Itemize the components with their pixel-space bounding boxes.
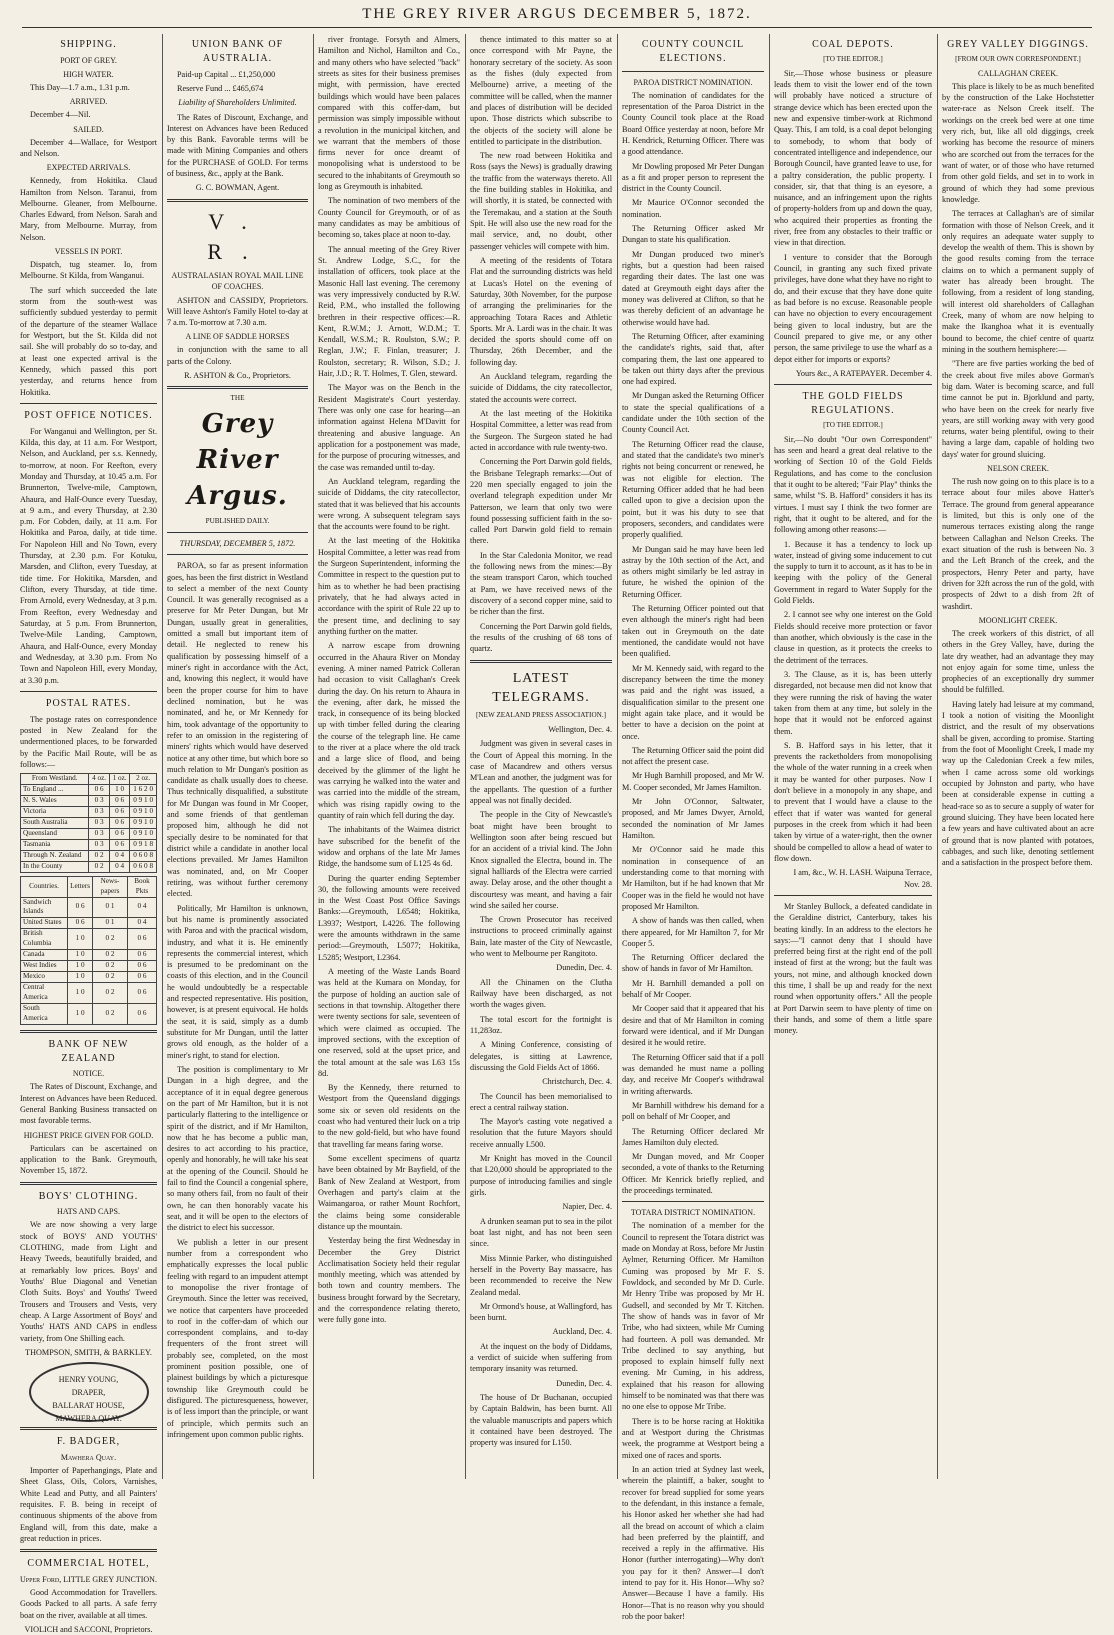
hats-heading: HATS AND CAPS.: [57, 1207, 120, 1217]
telegrams-heading: LATEST TELEGRAMS.: [492, 670, 590, 705]
table-header: Letters: [68, 876, 93, 897]
report-paragraph: Mr O'Connor said he made this nomination in consequence of an understanding come to that morning with Mr Hamilton, but if he had known that Mr Cooper was in the field he would not have proposed Mr Hamilton.: [622, 845, 764, 911]
table-cell: 0 9 1 8: [130, 839, 157, 850]
telegram-item: The house of Dr Buchanan, occupied by Captain Baldwin, has been burnt. All the valuable manuscripts and papers which it contained have been destroyed. The property was insured for L150.: [470, 1393, 612, 1448]
divider: [167, 532, 308, 533]
table-cell: 1 0: [68, 950, 93, 961]
masthead-rule: [22, 27, 1092, 28]
table-cell: 1 0: [109, 785, 129, 796]
telegram-dateline: Dunedin, Dec. 4.: [556, 1378, 612, 1388]
column-6: [774, 34, 932, 1479]
divider: [20, 1549, 157, 1552]
report-paragraph: The Returning Officer declared the show of hands in favor of Mr Hamilton.: [622, 953, 764, 974]
table-header: Book Pkts: [127, 876, 156, 897]
gold-fields-heading: THE GOLD FIELDS REGULATIONS.: [802, 391, 904, 416]
table-cell: N. S. Wales: [21, 796, 89, 807]
table-row: [21, 983, 157, 1004]
table-cell: 0 3: [89, 807, 109, 818]
news-paragraph: Concerning the Port Darwin gold fields, the Brisbane Telegraph remarks:—Out of 220 men specially engaged to join the overland telegraph expedition under Mr Patterson, we learn that only two were found possessing sufficient faith in the so-called Port Darwin gold field to remain there.: [470, 457, 612, 546]
postal-rates-text: The postage rates on correspondence posted in New Zealand for the undermentioned places, to be forwarded by the Pacific Mail Route, will be as follows:—: [20, 714, 157, 769]
report-paragraph: The Returning Officer asked Mr Dungan to state his qualification.: [622, 224, 764, 245]
coal-depots-heading: COAL DEPOTS.: [812, 39, 894, 50]
table-cell: 0 6: [68, 897, 93, 918]
table-cell: 0 6: [127, 983, 156, 1004]
news-paragraph: Mr Stanley Bullock, a defeated candidate in the Geraldine district, Canterbury, takes his beating kindly. In an address to the electors he says:—"I cannot deny that I should have preferred being first at the right end of the poll instead of first at the wrong; but the fault was yours, not mine, and although knocked down this time, I shall be up and ready for the next round when opportunity offers." All the people at Port Darwin seem to have plenty of time on their hands, and some of them a little spare money.: [774, 901, 932, 1036]
letter-paragraph: Sir,—Those whose business or pleasure leads them to visit the lower end of the town will probably have noticed a structure of strange device which has been erected upon the new and expensive timber-work at Richmond Quay. This, I am told, is a coal depot belonging to somebody, to whom that body of concentrated intelligence and independence, our Borough Council, have granted leave to use, for a paltry consideration, the public property. I consider, sir, that that thing is an eyesore, a nuisance, and an infringement upon the rights of property-holders from up and down the quay, who acquired their properties as fronting the river, free from any obstacles to their traffic or view in that direction.: [774, 68, 932, 248]
table-cell: 0 3: [89, 817, 109, 828]
report-paragraph: This place is likely to be as much benefited by the construction of the Lake Hochstetter water-race as Nelson Creek itself. The workings on the creek bed were at one time very rich, but, like all old diggings, creek working has become the resource of miners who are scorched out from the terraces for the want of water, or of those who have returned from other gold fields, and set in to work in ground of which they had some previous knowledge.: [942, 81, 1094, 204]
table-cell: 0 1: [93, 897, 128, 918]
news-paragraph: The nomination of two members of the County Council for Greymouth, or of as many candidates as may be ambitious of becoming so, takes place at noon to-day.: [318, 196, 460, 240]
table-row: [21, 807, 157, 818]
table-cell: 0 2: [93, 950, 128, 961]
news-paragraph: By the Kennedy, there returned to Westport from the Queensland diggings some six or seven old residents on the coast who had ventured their luck on a trip to the new gold-field, but who have found that travelling far means faring worse.: [318, 1083, 460, 1149]
table-cell: 1 0: [68, 972, 93, 983]
editorial-paragraph: We publish a letter in our present number from a correspondent who emphatically expresses the local public feeling with regard to an impudent attempt to monopolise the river frontage of Greymouth. Since the letter was received, we notice that carpenters have proceeded to roof in the coffer-dam of which our correspondent complains, and to-day frequenters of the front street will probably see, completed, on the most prominent position possible, one of plainest buildings by which a picturesque township like Greymouth could be disfigured. The picturesqueness, however, is of less import than the principle, or want of principle, which permits such an infringement upon common public rights.: [167, 1237, 308, 1439]
coal-sub: [TO THE EDITOR.]: [823, 54, 883, 63]
news-paragraph: A meeting of the residents of Totara Flat and the surrounding districts was held at Lucas's Hotel on the evening of Saturday, 30th November, for the purpose of arranging the preliminaries for the approaching Totara Races and Athletic Sports. Mr A. Lardi was in the chair. It was decided the sports should come off on Thursday, 26th December, and the following day.: [470, 255, 612, 367]
divider: [167, 199, 308, 202]
news-paragraph: The new road between Hokitika and Ross (says the News) is gradually drawing the traffic from the waterways thereto. All the fine building stables in Hokitika, and will shortly, it is stated, be connected with the Teremakau, and a station at the South Spit. He will also use the new road for the mail service, and, no doubt, other passenger vehicles will compete with him.: [470, 151, 612, 251]
table-cell: 0 2: [93, 929, 128, 950]
table-cell: 0 2: [93, 983, 128, 1004]
letter-paragraph: 3. The Clause, as it is, has been utterly disregarded, not because men did not know that they were running the risk of having the water taken from them at any time, but solely in the hope that it would not be enforced against them.: [774, 669, 932, 736]
letter-paragraph: I venture to consider that the Borough Council, in granting any such fixed private privileges, have done what they have no right to do, and their excuse that they have done quite as bad before is no excuse. Reasonable people can have no objection to every encouragement being given to local industry, but are the Council prepared to give me, or any other person, the same privilege to use the wharf as a depot either for imports or exports?: [774, 252, 932, 364]
sailed-heading: SAILED.: [73, 124, 104, 134]
column-rule: [313, 34, 314, 1479]
table-cell: South America: [21, 1003, 68, 1024]
table-header: News-papers: [93, 876, 128, 897]
news-paragraph: At the last meeting of the Hokitika Hospital Committee, a letter was read from the Surgeon. The Surgeon stated he had acted in accordance with rule twenty-two.: [470, 409, 612, 452]
royal-cipher: V. R.: [207, 208, 268, 265]
table-cell: 0 1: [93, 918, 128, 929]
news-paragraph: In the Star Caledonia Monitor, we read the following news from the mines:—By the steam transport Caron, which touched at Pam, we have received news of the discovery of a second copper mine, said to be richer than the first.: [470, 550, 612, 617]
telegram-dateline: Napier, Dec. 4.: [562, 1202, 612, 1212]
table-cell: 1 0: [68, 1003, 93, 1024]
badger-heading: F. BADGER,: [56, 1436, 121, 1448]
report-paragraph: The Returning Officer pointed out that even although the miner's right had been taken out in Greymouth on the date mentioned, the candidate would not have been qualified.: [622, 604, 764, 659]
report-paragraph: Mr Dowling proposed Mr Peter Dungan as a fit and proper person to represent the district in the County Council.: [622, 161, 764, 194]
table-cell: Sandwich Islands: [21, 897, 68, 918]
table-row: [21, 828, 157, 839]
highwater-heading: HIGH WATER.: [63, 69, 114, 79]
table-row: [21, 796, 157, 807]
totara-heading: TOTARA DISTRICT NOMINATION.: [630, 1208, 756, 1218]
callaghan-heading: CALLAGHAN CREEK.: [978, 68, 1058, 78]
table-row: [21, 929, 157, 950]
table-row: [21, 950, 157, 961]
table-cell: 0 4: [109, 861, 129, 872]
table-row: [21, 817, 157, 828]
shipping-heading: SHIPPING.: [60, 39, 117, 50]
table-cell: South Australia: [21, 817, 89, 828]
stamp-line: MAWHERA QUAY.: [55, 1414, 122, 1424]
divider: [167, 554, 308, 555]
bnz-notice: NOTICE.: [72, 1069, 105, 1079]
report-paragraph: Mr Barnhill withdrew his demand for a poll on behalf of Mr Cooper, and: [622, 1100, 764, 1122]
union-agent: G. C. BOWMAN, Agent.: [195, 183, 280, 193]
report-paragraph: Mr M. Kennedy said, with regard to the discrepancy between the time the money was paid and the right was issued, a disqualification similar to the present one might again take place, and it would be better to have a decision on the point at once.: [622, 663, 764, 741]
column-3: [318, 34, 460, 1479]
telegram-item: Mr Ormond's house, at Wallingford, has been burnt.: [470, 1301, 612, 1323]
table-cell: 0 9 1 0: [130, 828, 157, 839]
bnz-heading: BANK OF NEW ZEALAND: [48, 1038, 129, 1064]
postal-rates-table: [20, 773, 157, 872]
telegram-item: The Mayor's casting vote negatived a resolution that the future Mayors should receive annually L500.: [470, 1117, 612, 1149]
report-paragraph: The Returning Officer read the clause, and stated that the candidate's two miner's rights not being concurrent or renewed, he was not eligible for election. The Returning Officer added that he had been called upon to give a decision upon the point, but it was his duty to see that proposers, seconders, and candidates were properly qualified.: [622, 439, 764, 540]
table-cell: 0 2: [93, 1003, 128, 1024]
table-cell: 0 6: [109, 796, 129, 807]
column-1: [20, 34, 157, 1634]
report-paragraph: In an action tried at Sydney last week, wherein the plaintiff, a baker, sought to recover for bread supplied for some years to the defendant, in this instance a female, his Honor asked her whether she had had all the bread on account of which a claim had been preferred by the plaintiff, and received a reply in the affirmative. His Honor (further interrogating)—Why don't you pay for it then? Answer—I don't intend to pay for it. His Honor—Why so? Answer—Because I have a family. His Honor—That is no reason why you should rob the poor baker!: [622, 1464, 764, 1622]
table-cell: 0 2: [89, 861, 109, 872]
table-cell: 0 6 0 8: [130, 861, 157, 872]
table-cell: Mexico: [21, 972, 68, 983]
column-rule: [617, 34, 618, 1479]
table-cell: 0 3: [89, 796, 109, 807]
table-cell: 0 6 0 8: [130, 850, 157, 861]
divider: [20, 1427, 157, 1430]
table-cell: 0 6: [127, 972, 156, 983]
editorial-paragraph: Politically, Mr Hamilton is unknown, but his name is prominently associated with Paroa and with the practical wisdom, industry, and what it is. He eminently represents the commercial interest, which is presumed to be predominant on the coasts of this election, and in the Council he would undoubtedly be a respectable and respected representative. His position, however, is at present equivocal. He holds the seat, it is said, simply as a dumb substitute for Mr Dungan, until the latter grows old enough, as the holder of a miner's right, to stand for election.: [167, 903, 308, 1060]
hotel-owner: VIOLICH and SACCONI, Proprietors.: [24, 1624, 153, 1634]
news-paragraph: The inhabitants of the Waimea district have subscribed for the benefit of the widow and orphans of the late Mr James Ridge, the handsome sum of L125 4s 6d.: [318, 825, 460, 869]
telegram-item: Judgment was given in several cases in the Court of Appeal this morning. In the case of Macandrew and others versus M'Lean and another, the judgment was for the appellants. The question of a further appeal was not finally decided.: [470, 739, 612, 805]
table-cell: 0 3: [89, 839, 109, 850]
table-row: [21, 961, 157, 972]
postal-rates-heading: POSTAL RATES.: [45, 697, 132, 709]
divider: [20, 1182, 157, 1185]
published-daily: PUBLISHED DAILY.: [205, 516, 270, 525]
news-paragraph: A meeting of the Waste Lands Board was held at the Kumara on Monday, for the purpose of holding an auction sale of sections in that township. Altogether there were twenty sections for sale, seventeen of which were claimed as occupied. The improved sections, with the exception of one reserved, sold at the upset price, and the total amount at the sale was L63 15s 8d.: [318, 967, 460, 1078]
union-reserve: Reserve Fund ... £465,674: [177, 83, 264, 93]
report-paragraph: The Returning Officer said that if a poll was demanded he must name a polling day, and receive Mr Cooper's withdrawal in writing afterwards.: [622, 1052, 764, 1096]
table-cell: 0 6: [109, 817, 129, 828]
stamp-line: HENRY YOUNG,: [58, 1375, 119, 1385]
divider: [622, 1201, 764, 1202]
editorial-paragraph: PAROA, so far as present information goes, has been the first district in Westland to select a member of the next County Council. It was generally recognised as a preserve for Mr Peter Dungan, but Mr Dungan, usually great in generalities, omitted a small but important item of detail. He neglected to renew his qualification by possessing himself of a miner's right in accordance with the Act, and, knowing this neglect, it would have been the proper course for him to have declined nomination, but he was nominated, and he, or Mr Kennedy for him, took advantage of the opportunity to refer to an omission in the registering of miners' rights which would have deserved notice at any other time, but which bore so much relation to Mr Dungan's position as candidate as chalk usually does to cheese. Thus technically disqualified, a substitute for Mr Dungan was found in Mr Cooper, and some friends of that gentleman proposed him, although he did not specially desire to be nominated for that district while a candidate in another local elections prevailed. Mr James Hamilton was nominated, and, on Mr Cooper retiring, was without further ceremony elected.: [167, 561, 308, 899]
hotel-text: Good Accommodation for Travellers. Goods Packed to all parts. A safe ferry boat on the river, available at all times.: [20, 1588, 157, 1620]
news-paragraph: Concerning the Port Darwin gold fields, the results of the crushing of 68 tons of quartz.: [470, 621, 612, 654]
expected-text: Kennedy, from Hokitika. Claud Hamilton from Nelson. Taranui, from Melbourne. Gleaner, from Melbourne. Charles Edward, from Nelson. Sarah and Mary, from Melbourne. Murray, from Nelson.: [20, 176, 157, 242]
telegram-dateline: Wellington, Dec. 4.: [548, 725, 612, 735]
report-paragraph: Having lately had leisure at my command, I took a notion of visiting the Moonlight district, and the result of my observations shall be given, according to promise. Starting from the foot of Moonlight Creek, I made my way up the Caledonian Creek a few miles, when I came across some old workings occupied by Johnston and party, who have been at considerable expense in cutting a head-race so as to secure a supply of water for ground sluicing. They have been located here a few years and have cultivated about an acre of ground that is now planted with potatoes, cabbages, and such like, denoting settlement and a satisfaction in the prospect before them.: [942, 699, 1094, 868]
gold-heading: HIGHEST PRICE GIVEN FOR GOLD.: [23, 1130, 154, 1140]
table-cell: 0 6: [109, 807, 129, 818]
table-cell: 1 0: [68, 929, 93, 950]
table-cell: 0 3: [89, 828, 109, 839]
telegrams-sub: [NEW ZEALAND PRESS ASSOCIATION.]: [475, 711, 607, 720]
badger-sub: Mawhera Quay.: [60, 1452, 117, 1462]
saddle-text: in conjunction with the same to all parts of the Colony.: [167, 345, 308, 366]
gold-fields-sub: [TO THE EDITOR.]: [823, 420, 883, 429]
report-paragraph: The Returning Officer, after examining the candidate's rights, said that, after comparing them, the last one appeared to be taken out thirty days after the previous one had expired.: [622, 331, 764, 387]
telegram-dateline: Auckland, Dec. 4.: [552, 1327, 612, 1337]
table-cell: 1 0: [68, 961, 93, 972]
divider: [622, 71, 764, 72]
report-paragraph: Mr Cooper said that it appeared that his desire and that of Mr Hamilton in coming forward were identical, and if Mr Dungan desired it he would retire.: [622, 1004, 764, 1048]
table-cell: 0 6: [127, 929, 156, 950]
divider: [20, 691, 157, 692]
table-cell: 0 4: [127, 918, 156, 929]
table-cell: 0 9 1 0: [130, 817, 157, 828]
divider: [774, 895, 932, 896]
telegram-item: Miss Minnie Parker, who distinguished herself in the Poverty Bay massacre, has been recommended to receive the New Zealand medal.: [470, 1253, 612, 1297]
table-cell: In the County: [21, 861, 89, 872]
column-5: [622, 34, 764, 1622]
divider: [470, 660, 612, 663]
editorial-paragraph: The position is complimentary to Mr Dungan in a high degree, and the acceptance of it in equal degree generous on the part of Mr Hamilton, but it is not particularly flattering to the intelligence or spirit of the district, and if Mr Hamilton, now that he has become a public man, desires to act according to his practice, openly and honorably, he will take his seat at the opening of the Council. Should he fail to find the Council a congenial sphere, so many others fail, from no fault of their own, he can then honorably vacate his seat, and it will be open to the electors of the district to elect his successor.: [167, 1064, 308, 1233]
table-row: [21, 897, 157, 918]
news-paragraph: thence intimated to this matter so at once correspond with Mr Payne, the honorary secretary of the society. As soon as the fishes (duly expected from Melbourne) arrive, a meeting of the committee will be called, when the manner and places of distribution will be decided upon. Those districts which subscribe to the objects of the society will alone be entitled to participate in the distribution.: [470, 35, 612, 146]
masthead: [0, 6, 1114, 23]
report-paragraph: The nomination of a member for the Council to represent the Totara district was made on Monday at Ross, before Mr Justin Aylmer, Returning Officer. Mr Hamilton Cuming was proposed by Mr F. S. Fowldock, and seconded by Mr D. Curle. Mr Henry Tribe was proposed by Mr H. Gudsell, and seconded by Mr T. Kitchen. The show of hands was in favor of Mr Tribe, who had sixteen, while Mr Cuming had fourteen. A poll was demanded. Mr Tribe declined to say anything, but proposed to explain himself fully next evening. Mr Cuming, in his address, explained that his reason for allowing himself to be nominated was that there was no one else to oppose Mr Tribe.: [622, 1221, 764, 1412]
table-cell: United States: [21, 918, 68, 929]
table-row: [21, 785, 157, 796]
table-header: Countries.: [21, 876, 68, 897]
table-cell: 1 0: [68, 983, 93, 1004]
table-cell: Central America: [21, 983, 68, 1004]
stamp-line: DRAPER,: [71, 1388, 106, 1398]
paroa-heading: PAROA DISTRICT NOMINATION.: [633, 77, 753, 87]
moonlight-heading: MOONLIGHT CREEK.: [978, 615, 1058, 625]
post-office-text: For Wanganui and Wellington, per St. Kilda, this day, at 11 a.m. For Westport, Nelson, and Auckland, per s.s. Kennedy, to-morrow, at noon. For Reefton, every Monday and Thursday, at 10.45 a.m. For Brunnerton, Twelve-mile, Camptown, Ahaura, and Half-Ounce every Tuesday, at 9 a.m., and every Thursday, at 2.30 p.m. For Cobden, daily, at 11 a.m. For Hokitika and Paroa, daily, at tide time. For Napoleon Hill and No Town, every Thursday, at 2.30 p.m. For Kotuku, Marsden, and Clifton, every Tuesday, at tide time. For Hokitika, Marsden, and Clifton, every Thursday, at tide time. From Arnold, every Wednesday, at 3 p.m. From Reefton, every Wednesday and Saturday, at 5 p.m. From Brunnerton, Twelve-Mile Landing, Camptown, Ahaura, and Half-Ounce, every Monday and Wednesday, at 3.30 p.m. From No Town and Napoleon Hill, every Monday, at 3.30 p.m.: [20, 426, 157, 685]
table-cell: Through N. Zealand: [21, 850, 89, 861]
telegram-item: A Mining Conference, consisting of delegates, is sitting at Lawrence, discussing the Gold Fields Act of 1866.: [470, 1040, 612, 1072]
table-cell: 0 6: [109, 839, 129, 850]
report-paragraph: Mr Dungan produced two miner's rights, but a question had been raised regarding their dates. The last one was dated at Greymouth eight days after the money was delivered at Clifton, so that he was thereby deficient of an advantage he otherwise would have had.: [622, 249, 764, 327]
badger-text: Importer of Paperhangings, Plate and Sheet Glass, Oils, Colors, Varnishes, White Lead and Putty, and all Painters' requisites. F. B. being in receipt of continuous shipments of the above from England will, from this date, make a great reduction in prices.: [20, 1466, 157, 1543]
table-cell: 0 2: [93, 961, 128, 972]
table-cell: 0 6: [89, 785, 109, 796]
divider: [167, 386, 308, 389]
letter-signature: I am, &c., W. H. LASH. Waipuna Terrace, Nov. 28.: [793, 868, 932, 889]
sailed-text: December 4—Wallace, for Westport and Nelson.: [20, 137, 157, 158]
grey-valley-sub: [FROM OUR OWN CORRESPONDENT.]: [955, 54, 1081, 63]
report-paragraph: Mr Hugh Barnhill proposed, and Mr W. M. Cooper seconded, Mr James Hamilton.: [622, 771, 764, 792]
grey-valley-heading: GREY VALLEY DIGGINGS.: [947, 39, 1089, 50]
title-the: THE: [230, 394, 245, 403]
table-row: [21, 850, 157, 861]
tide-text: This Day—1.7 a.m., 1.31 p.m.: [30, 82, 130, 92]
report-paragraph: The Returning Officer declared Mr James Hamilton duly elected.: [622, 1126, 764, 1147]
stamp-line: BALLARAT HOUSE,: [52, 1401, 125, 1411]
mail-coach-heading: AUSTRALASIAN ROYAL MAIL LINE OF COACHES.: [171, 271, 304, 292]
telegram-item: A drunken seaman put to sea in the pilot boat last night, and has not been seen since.: [470, 1216, 612, 1249]
table-cell: 0 2: [93, 972, 128, 983]
union-bank-heading: UNION BANK OF AUSTRALIA.: [191, 39, 284, 64]
column-2: [167, 34, 308, 1479]
nelson-creek-heading: NELSON CREEK.: [987, 464, 1049, 474]
draper-stamp: [29, 1362, 149, 1422]
table-cell: 0 6: [127, 950, 156, 961]
table-cell: British Columbia: [21, 929, 68, 950]
letter-signature: Yours &c., A RATEPAYER. December 4.: [795, 368, 932, 378]
vessels-text: Dispatch, tug steamer. Io, from Melbourne. St Kilda, from Wanganui.: [20, 260, 157, 281]
telegram-item: Mr Knight has moved in the Council that L20,000 should be appropriated to the purpose of introducing families and single girls.: [470, 1154, 612, 1197]
telegram-item: At the inquest on the body of Diddams, a verdict of suicide when suffering from temporary insanity was returned.: [470, 1341, 612, 1374]
port-heading: PORT OF GREY.: [60, 55, 117, 65]
table-cell: Victoria: [21, 807, 89, 818]
gold-text: Particulars can be ascertained on application to the Bank. Greymouth, November 15, 1872.: [20, 1143, 157, 1176]
divider: [774, 384, 932, 385]
letter-paragraph: 1. Because it has a tendency to lock up water, instead of giving some inducement to cut the supply to turn it to account, as it has to be in keeping with the policy of the General Government in regard to Water Supply for the Gold Fields.: [774, 539, 932, 606]
table-cell: 0 6: [127, 961, 156, 972]
arrived-heading: ARRIVED.: [69, 97, 108, 107]
bnz-text: The Rates of Discount, Exchange, and Interest on Advances have been Reduced. General Banking Business transacted on most favorable terms.: [20, 1082, 157, 1126]
table-cell: To England ...: [21, 785, 89, 796]
boys-clothing-heading: BOYS' CLOTHING.: [38, 1190, 139, 1202]
post-office-heading: POST OFFICE NOTICES.: [24, 409, 153, 421]
foreign-rates-table: [20, 876, 157, 1025]
boys-clothing-text: We are now showing a very large stock of BOYS' AND YOUTHS' CLOTHING, made from Light and Heavy Tweeds, beautifully braided, and at remarkably low prices. Boys' and Youths' Blue Diagonal and Venetian Cloth Suits. Boys' and Youths' Tweed Trousers and Trousers and Vests, very cheap. A Large Assortment of Boys' and Youths' HATS AND CAPS in endless variety, from One Shilling each.: [20, 1220, 157, 1343]
union-liability: Liability of Shareholders Unlimited.: [178, 98, 297, 108]
table-cell: 0 9 1 0: [130, 807, 157, 818]
issue-date: THURSDAY, DECEMBER 5, 1872.: [179, 538, 296, 548]
table-cell: Queensland: [21, 828, 89, 839]
news-paragraph: An Auckland telegram, regarding the suicide of Diddams, the city ratecollector, stated the accounts were correct.: [470, 372, 612, 404]
telegram-item: The people in the City of Newcastle's boat might have been brought to Wellington soon after being rescued but for an accident of a trivial kind. The John Knox signalled the Electra, bound in. The signal halliards of the Electra were carried away. Delay arose, and the other thought a discourtesy was meant, and having a fair wind she sailed her course.: [470, 810, 612, 910]
table-cell: 0 6: [109, 828, 129, 839]
telegram-item: The Crown Prosecutor has received instructions to proceed criminally against Bain, late master of the City of Newcastle, who went to Melbourne per Rangitoto.: [470, 915, 612, 959]
surf-text: The surf which succeeded the late storm from the south-west was sufficiently subdued yesterday to permit of the departure of the steamer Wallace for Westport, but the St. Kilda did not sail. She will probably do so to-day, and at least one expected arrival is the Kennedy, which passed this port yesterday, and returns hence from Hokitika.: [20, 285, 157, 397]
table-header: 1 oz.: [109, 774, 129, 785]
telegram-item: The Council has been memorialised to erect a central railway station.: [470, 1091, 612, 1112]
report-paragraph: The creek workers of this district, of all others in the Grey Valley, have, during the late dry weather, had an advantage they may not enjoy again for some time, unless the prophecies of an exceptionally dry summer should be fulfilled.: [942, 628, 1094, 695]
report-paragraph: The nomination of candidates for the representation of the Paroa District in the County Council took place at the Road Board Office yesterday at noon, before Mr H. Kendrick, Returning Officer. There was a good attendance.: [622, 90, 764, 157]
table-header: From Westland.: [21, 774, 89, 785]
column-4: [470, 34, 612, 1479]
report-paragraph: Mr Maurice O'Connor seconded the nomination.: [622, 198, 764, 219]
boys-firm: THOMPSON, SMITH, & BARKLEY.: [25, 1347, 152, 1357]
report-paragraph: A show of hands was then called, when there appeared, for Mr Hamilton 7, for Mr Cooper 5.: [622, 916, 764, 948]
table-cell: 0 6: [127, 1003, 156, 1024]
table-row: [21, 972, 157, 983]
table-row: [21, 1003, 157, 1024]
report-paragraph: Mr John O'Connor, Saltwater, proposed, and Mr James Dwyer, Arnold, seconded the nomination of Mr James Hamilton.: [622, 797, 764, 840]
report-paragraph: Mr Dungan said he may have been led astray by the 10th section of the Act, and as others might similarly be led astray in future, he wished the opinion of the Returning Officer.: [622, 544, 764, 599]
telegram-dateline: Christchurch, Dec. 4.: [542, 1077, 612, 1087]
table-header: 2 oz.: [130, 774, 157, 785]
arrived-text: December 4—Nil.: [30, 110, 91, 120]
table-cell: 0 4: [109, 850, 129, 861]
report-paragraph: The terraces at Callaghan's are of similar formation with those of Nelson Creek, and it only requires an adequate water supply to develop the wealth of them. This is shown by the good results coming from the terrace claims on to which a permanent supply of water has already been brought. The following, from a resident of long standing, will interest old shareholders of Callaghan Creek, many of whom are now helping to make the Ikanghoa what it is eventually bound to become, the chief centre of quartz mining in the southern hemisphere:—: [942, 209, 1094, 354]
news-paragraph: Some excellent specimens of quartz have been obtained by Mr Bayfield, of the Bank of New Zealand at Westport, from Overhagen and party's claim at the Waimangaroa, or rather Mount Rochfort, the claims being some considerable distance up the mountain.: [318, 1154, 460, 1231]
table-cell: 1 6 2 0: [130, 785, 157, 796]
table-row: [21, 918, 157, 929]
telegram-dateline: Dunedin, Dec. 4.: [556, 963, 612, 973]
vessels-heading: VESSELS IN PORT.: [54, 247, 123, 257]
hotel-heading: COMMERCIAL HOTEL,: [27, 1558, 150, 1570]
report-paragraph: The Returning Officer said the point did not affect the present case.: [622, 745, 764, 767]
table-row: [21, 839, 157, 850]
news-paragraph: Yesterday being the first Wednesday in December the Grey District Acclimatisation Society held their regular monthly meeting, which was attended by both town and country members. The business brought forward by the Secretary, and the correspondence relating thereto, were fully gone into.: [318, 1236, 460, 1325]
table-row: [21, 861, 157, 872]
report-paragraph: There is to be horse racing at Hokitika and at Westport during the Christmas week, the programme at Westport being a mixed one of races and sports.: [622, 1416, 764, 1460]
report-paragraph: Mr Dungan moved, and Mr Cooper seconded, a vote of thanks to the Returning Officer. Mr Kenrick briefly replied, and the proceedings terminated.: [622, 1152, 764, 1196]
table-cell: 0 2: [89, 850, 109, 861]
table-cell: West Indies: [21, 961, 68, 972]
expected-heading: EXPECTED ARRIVALS.: [46, 163, 131, 173]
divider: [20, 403, 157, 404]
table-cell: Canada: [21, 950, 68, 961]
column-rule: [937, 34, 938, 1479]
news-paragraph: At the last meeting of the Hokitika Hospital Committee, a letter was read from the Surgeon Superintendent, informing the Committee in respect to the question put to him as to whether he had been practising privately, that he had always acted in accordance with the spirit of Rule 22 up to the present time, and declining to say anything further on the matter.: [318, 536, 460, 636]
column-7: [942, 34, 1094, 1479]
letter-paragraph: S. B. Hafford says in his letter, that it prevents the racketholders from monopolising the whole of the water running in a creek when it may be wanted for other purposes. Now I don't believe in a monopoly in any shape, and to prevent that I would have a clause to the effect that if water was wanted for general purposes in the creek from which it had been taken by virtue of a water-right, then the owner should be compelled to allow a head of water to flow down.: [774, 740, 932, 863]
table-cell: 0 9 1 0: [130, 796, 157, 807]
newspaper-title: Grey River Argus.: [187, 409, 288, 512]
table-cell: Tasmania: [21, 839, 89, 850]
letter-paragraph: Sir,—No doubt "Our own Correspondent" has seen and heard a great deal relative to the working of Section 10 of the Gold Fields Regulations, and has come to the conclusion that it ought to be altered; "Fair Play" thinks the same, whilst "S. B. Hafford" considers it has its virtues. I must say I think the two former are right, that it ought to be altered, and for the following among other reasons:—: [774, 434, 932, 535]
table-header: 4 oz.: [89, 774, 109, 785]
union-capital: Paid-up Capital ... £1,250,000: [177, 69, 276, 79]
news-paragraph: The Mayor was on the Bench in the Resident Magistrate's Court yesterday. There was only one case for hearing—an information against Helena M'Davitt for threatening and abusive language. An application for a postponement was made, for the purpose of procuring witnesses, and the case was remanded until to-day.: [318, 383, 460, 472]
hotel-sub: Upper Ford, LITTLE GREY JUNCTION.: [20, 1575, 157, 1584]
saddle-heading: A LINE OF SADDLE HORSES: [185, 332, 290, 342]
telegram-item: All the Chinamen on the Clutha Railway have been discharged, as not worth the wages given.: [470, 977, 612, 1010]
table-cell: 0 4: [127, 897, 156, 918]
report-paragraph: "There are five parties working the bed of the creek about five miles above Gorman's big dam. Water is becoming scarce, and full time cannot be put in. Bjorklund and party, who have been on the creek for nearly five years, are still working away with very good returns, water being plentiful, owing to their having a large dam, capable of holding two days' water for ground sluicing.: [942, 359, 1094, 459]
news-paragraph: The annual meeting of the Grey River St. Andrew Lodge, S.C., for the installation of officers, took place at the Masonic Hall last evening. The ceremony was very impressively conducted by R.W. Reid, P.M., who installed the following brethren in their respective offices:—R. Kent, R.W.M.; J. Arnott, W.D.M.; T. Kendall, W.S.M.; R. Roulston, S.W.; P. Reglan, J.W.; F. Finlan, treasurer; J. Roulston, secretary; R. Wilson, S.D.; J. Hair, J.D.; R. T. Holmes, T. Glen, steward.: [318, 244, 460, 379]
news-paragraph: During the quarter ending September 30, the following amounts were received in the West Coast Post Office Savings Banks:—Greymouth, L6548; Hokitika, L3937; Westport, L4226. The following were the amounts withdrawn in the same period:—Greymouth, L5077; Hokitika, L5285; Westport, L2364.: [318, 873, 460, 962]
divider: [20, 1030, 157, 1033]
letter-paragraph: 2. I cannot see why one interest on the Gold Fields should receive more protection or favor than another, which obviously is the case in the clause in question, as it protects the creeks to the detriment of the terraces.: [774, 610, 932, 665]
county-council-heading: COUNTY COUNCIL ELECTIONS.: [641, 39, 745, 64]
column-rule: [162, 34, 163, 1479]
news-paragraph: A narrow escape from drowning occurred in the Ahaura River on Monday evening. A miner named Patrick Colleran had occasion to visit Callaghan's Creek during the day. On his return to Ahaura in the evening, after dark, he missed the track, in consequence of its being blocked up with timber felled during the clearing the course of the telegraph line. He came to the river at a place where the old track and a large slice of flood, and being deceived by the glimmer of the light he was carrying he walked into the water and was carried into the middle of the stream, which was rising rapidly owing to the quantity of rain which fell during the day.: [318, 641, 460, 820]
report-paragraph: Mr Dungan asked the Returning Officer to state the special qualifications of a candidate under the 10th section of the County Council Act.: [622, 391, 764, 435]
column-rule: [769, 34, 770, 1479]
report-paragraph: The rush now going on to this place is to a terrace about four miles above Hatter's Terrace. The ground from general appearance is limited, but this is only one of the numerous terraces existing along the range between Callaghan and Nelson Creeks. The exact situation of the rush is between No. 3 and the Left Branch of the creek, and the prospectors, Henry Peter and party, have driven for 32ft across the run of the gold, with prospects of 2dwt to a dish from 2ft of washdirt.: [942, 477, 1094, 611]
news-paragraph: An Auckland telegram, regarding the suicide of Diddams, the city ratecollector, stated that it was believed that his accounts were wrong. A subsequent telegram says that the accounts were found to be right.: [318, 476, 460, 532]
report-paragraph: Mr H. Barnhill demanded a poll on behalf of Mr Cooper.: [622, 978, 764, 1000]
column-rule: [465, 34, 466, 1479]
telegram-item: The total escort for the fortnight is 11,283oz.: [470, 1014, 612, 1035]
union-text: The Rates of Discount, Exchange, and Interest on Advances have been Reduced by this Bank. Favorable terms will be made with Mining Companies and others for the PURCHASE of GOLD. For terms of business, &c., apply at the Bank.: [167, 112, 308, 179]
mail-coach-text: ASHTON and CASSIDY, Proprietors. Will leave Ashton's Family Hotel to-day at 7 a.m. To-morrow at 7.30 a.m.: [167, 295, 308, 328]
news-paragraph: river frontage. Forsyth and Almers, Hamilton and Nichol, Hamilton and Co., and many others who have selected "back" streets as sites for their business premises might, with permission, have erected buildings which would have been palaces compared with this coffer-dam, but permission was simply impossible without a revolution in the municipal kitchen, and we warrant that the members of those firms never for once dreamt of monopolising what is understood to be secured to the inhabitants of Greymouth so long as Greymouth is inhabited.: [318, 35, 460, 192]
saddle-owner: R. ASHTON & Co., Proprietors.: [184, 371, 291, 381]
table-cell: 0 6: [68, 918, 93, 929]
masthead-text: THE GREY RIVER ARGUS DECEMBER 5, 1872.: [362, 6, 752, 22]
